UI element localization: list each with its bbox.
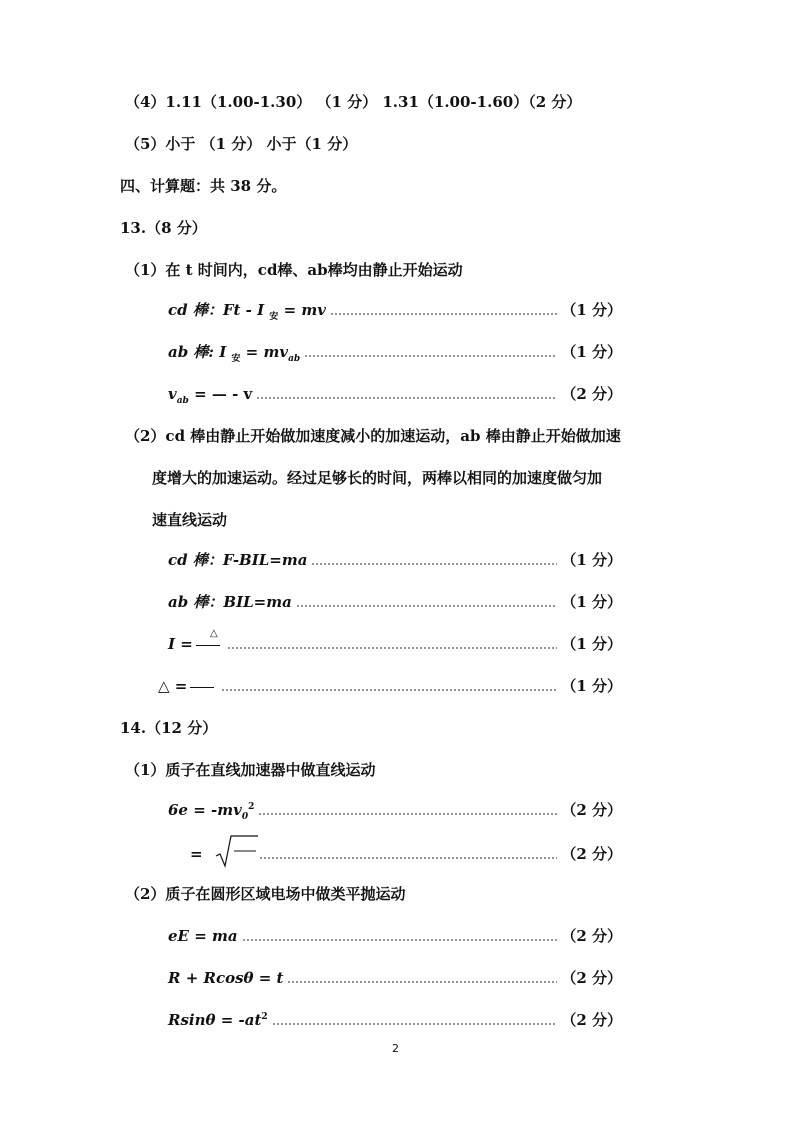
formula-lhs: ab 棒：BIL=ma xyxy=(168,593,292,611)
question-14-title: 14.（12 分） xyxy=(120,719,218,737)
formula-row xyxy=(168,634,622,654)
page-number: 2 xyxy=(392,1042,399,1055)
formula-score: （2 分） xyxy=(561,385,622,403)
formula-row xyxy=(168,968,622,988)
q13-part2-line3: 速直线运动 xyxy=(152,511,228,529)
q13-part1: （1）在 t 时间内，cd棒、ab棒均由静止开始运动 xyxy=(125,261,463,279)
q14-part2: （2）质子在圆形区域电场中做类平抛运动 xyxy=(125,885,406,903)
formula-lhs: $6e = -mv_0^2$ xyxy=(168,801,255,822)
fraction-bar xyxy=(190,687,214,688)
formula-row xyxy=(168,592,622,612)
dot-leader xyxy=(304,355,557,357)
formula-lhs: $v_{ab}$ = — - v xyxy=(168,385,253,406)
q13-part2-line1: （2）cd 棒由静止开始做加速度减小的加速运动，ab 棒由静止开始做加速 xyxy=(125,427,621,445)
dot-leader xyxy=(258,813,557,815)
dot-leader xyxy=(287,981,557,983)
section-heading: 四、计算题：共 38 分。 xyxy=(120,177,287,195)
formula-row xyxy=(168,800,622,820)
dot-leader xyxy=(256,397,557,399)
formula-lhs: I = xyxy=(168,634,223,654)
formula-row xyxy=(168,926,622,946)
delta-symbol: △ xyxy=(210,628,218,639)
formula-row xyxy=(168,300,622,320)
dot-leader xyxy=(272,1023,558,1025)
formula-row xyxy=(168,1010,622,1030)
formula-lhs: ab 棒: I $_安 = mv_{ab}$ xyxy=(168,343,301,364)
formula-score: （1 分） xyxy=(561,593,622,611)
formula-row xyxy=(168,384,622,404)
dot-leader xyxy=(227,647,558,649)
formula-row xyxy=(158,676,622,696)
formula-score: （1 分） xyxy=(561,551,622,569)
dot-leader xyxy=(296,605,557,607)
formula-score: （2 分） xyxy=(561,845,622,863)
formula-lhs: = xyxy=(190,845,203,863)
formula-lhs: $Rsin\theta = -at^2$ xyxy=(168,1011,268,1029)
dot-leader xyxy=(221,689,557,691)
dot-leader xyxy=(311,563,557,565)
formula-score: （2 分） xyxy=(561,1011,622,1029)
formula-score: （1 分） xyxy=(561,343,622,361)
formula-score: （1 分） xyxy=(561,677,622,695)
formula-lhs: eE = ma xyxy=(168,927,238,945)
fraction-bar xyxy=(196,645,220,646)
q13-part2-line2: 度增大的加速运动。经过足够长的时间，两棒以相同的加速度做匀加 xyxy=(152,469,603,487)
sqrt-symbol xyxy=(214,834,258,868)
formula-row xyxy=(168,342,622,362)
formula-row xyxy=(168,550,622,570)
formula-score: （1 分） xyxy=(561,635,622,653)
answer-4: （4）1.11（1.00-1.30） （1 分） 1.31（1.00-1.60）（2 分） xyxy=(125,93,582,111)
q14-part1: （1）质子在直线加速器中做直线运动 xyxy=(125,761,376,779)
answer-5: （5）小于 （1 分） 小于（1 分） xyxy=(125,135,358,153)
formula-score: （1 分） xyxy=(561,301,622,319)
formula-lhs: cd 棒：F-BIL=ma xyxy=(168,551,308,569)
dot-leader xyxy=(259,857,558,859)
formula-score: （2 分） xyxy=(561,927,622,945)
formula-lhs: △ = xyxy=(158,676,217,696)
formula-score: （2 分） xyxy=(561,969,622,987)
formula-lhs: cd 棒：Ft - I $_安$ = mv xyxy=(168,301,326,322)
dot-leader xyxy=(330,313,557,315)
formula-lhs: R + Rcosθ = t xyxy=(168,969,284,987)
question-13-title: 13.（8 分） xyxy=(120,219,207,237)
dot-leader xyxy=(242,939,558,941)
formula-score: （2 分） xyxy=(561,801,622,819)
